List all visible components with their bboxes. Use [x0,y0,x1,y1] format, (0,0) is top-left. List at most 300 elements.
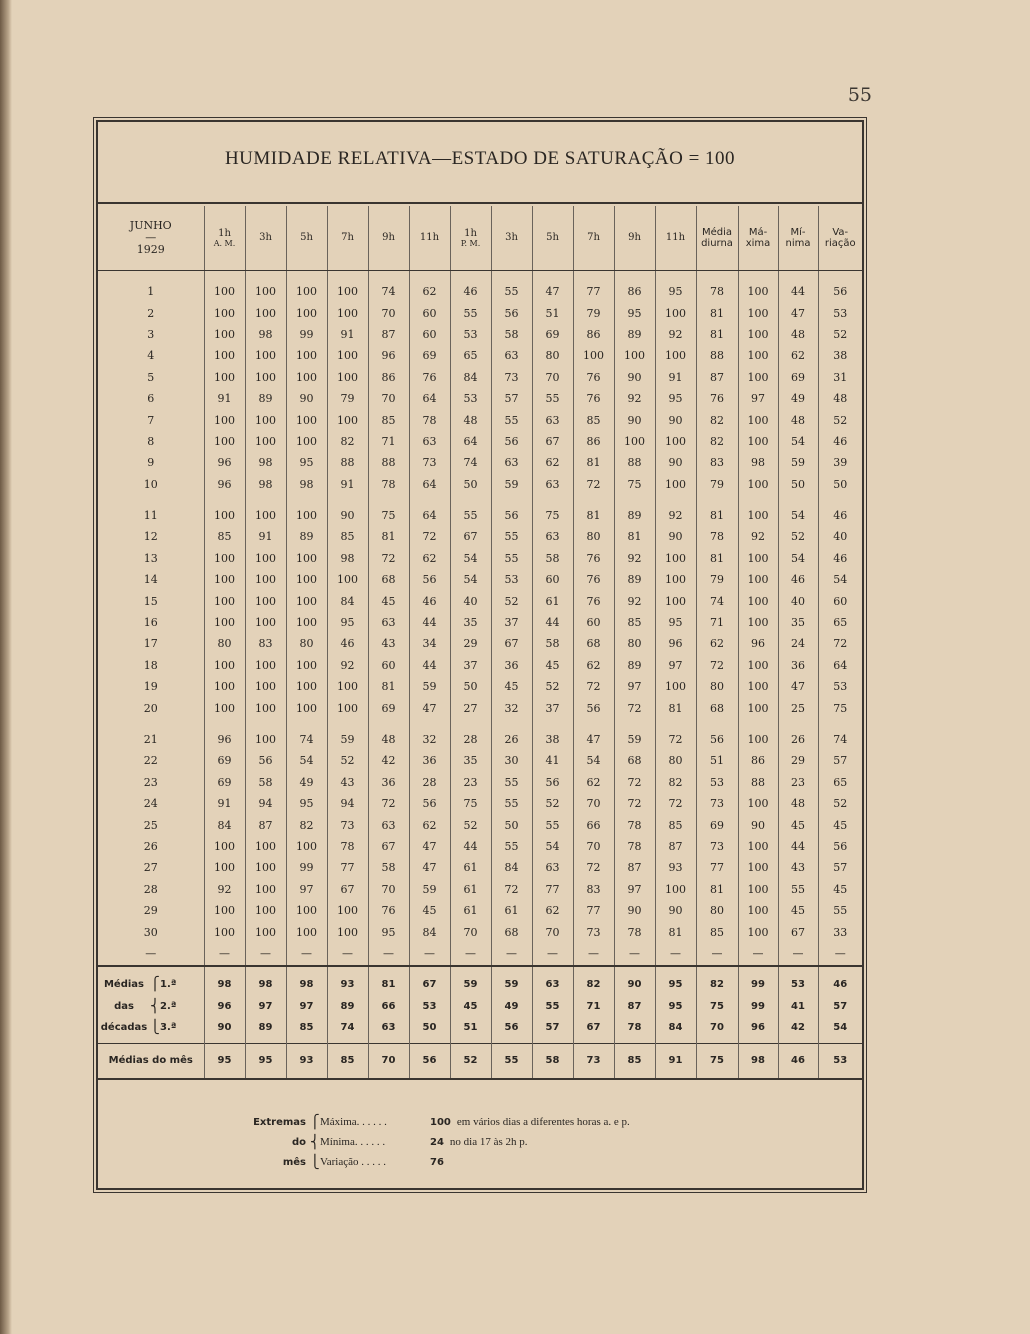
day-row [98,345,862,366]
hour-period: P. M. [460,239,481,249]
day-row [98,505,862,526]
humidity-value: 55 [491,526,532,547]
humidity-value: 34 [409,633,450,654]
humidity-value: 81 [696,548,738,569]
humidity-value: 92 [204,879,245,900]
humidity-value: 50 [491,814,532,835]
month-header [98,206,204,271]
humidity-value: 63 [532,409,573,430]
humidity-value: 74 [696,590,738,611]
humidity-value: 89 [614,505,655,526]
humidity-value: 47 [532,281,573,302]
dash-cell: — [532,943,573,966]
humidity-value: 56 [573,697,614,718]
dash-cell: — [98,943,204,966]
humidity-value: 40 [778,590,818,611]
humidity-value: 100 [327,367,368,388]
humidity-value: 100 [738,879,778,900]
humidity-value: 100 [738,548,778,569]
humidity-value: 81 [696,879,738,900]
humidity-value: 57 [491,388,532,409]
humidity-value: 76 [573,569,614,590]
day-row [98,655,862,676]
stat-label-line2: diurna [701,238,733,249]
humidity-value: 68 [614,750,655,771]
humidity-value: 85 [327,526,368,547]
stat-label-line2: xima [745,238,771,249]
day-number: 6 [147,392,155,406]
decade-mean: 63 [368,1017,409,1044]
humidity-value: 84 [450,367,491,388]
humidity-table [98,206,862,1080]
humidity-value: 100 [327,900,368,921]
humidity-value: 54 [286,750,327,771]
humidity-value: 91 [327,324,368,345]
spacer-cell [286,719,327,729]
humidity-value: 52 [532,793,573,814]
humidity-value: 100 [738,697,778,718]
humidity-value: 46 [778,569,818,590]
humidity-value: 51 [532,302,573,323]
humidity-value: 35 [450,750,491,771]
humidity-value: 72 [696,655,738,676]
spacer-cell [614,271,655,282]
day-number: 23 [143,775,158,789]
decade-mean: 54 [818,1017,862,1044]
humidity-value: 89 [614,324,655,345]
day-row [98,836,862,857]
hour-label: 7h [341,232,354,244]
humidity-value: 62 [409,548,450,569]
hour-label: 9h [628,232,641,244]
day-row [98,921,862,942]
max-text: em vários dias a diferentes horas a. e p. [456,1116,630,1128]
humidity-value: 100 [204,697,245,718]
humidity-value: 69 [532,324,573,345]
humidity-value: 100 [655,548,696,569]
decade-mean: 89 [327,997,368,1017]
humidity-value: 63 [532,857,573,878]
humidity-value: 100 [245,302,286,323]
humidity-value: 100 [286,505,327,526]
humidity-value: 43 [327,772,368,793]
humidity-value: 88 [614,452,655,473]
dash-cell: — [778,943,818,966]
humidity-value: 95 [655,281,696,302]
max-value: 100 [430,1116,451,1128]
humidity-value: 100 [738,590,778,611]
day-row [98,324,862,345]
humidity-value: 54 [573,750,614,771]
humidity-value: 100 [204,302,245,323]
humidity-value: 100 [204,569,245,590]
humidity-value: 86 [573,431,614,452]
humidity-value: 47 [778,676,818,697]
humidity-value: 76 [573,590,614,611]
humidity-value: 46 [818,431,862,452]
day-number: 30 [143,925,158,939]
humidity-value: 96 [738,633,778,654]
humidity-value: 87 [655,836,696,857]
day-number: 26 [143,839,158,853]
humidity-value: 77 [327,857,368,878]
humidity-value: 73 [573,921,614,942]
humidity-value: 63 [368,612,409,633]
humidity-value: 80 [696,676,738,697]
humidity-value: 48 [778,324,818,345]
humidity-value: 74 [286,729,327,750]
day-number: 22 [143,754,158,768]
day-number: 21 [143,733,158,746]
humidity-value: 44 [409,655,450,676]
spacer-cell [450,271,491,282]
dash-cell: — [327,943,368,966]
humidity-value: 81 [696,324,738,345]
day-number: 12 [143,530,158,544]
spacer-cell [738,271,778,282]
brace: ⎩ [150,1020,160,1036]
humidity-value: 69 [778,367,818,388]
month-mean: 85 [327,1043,368,1079]
humidity-value: 72 [573,857,614,878]
humidity-value: 92 [738,526,778,547]
day-row [98,526,862,547]
humidity-value: 48 [778,793,818,814]
humidity-value: 100 [286,676,327,697]
humidity-value: 46 [327,633,368,654]
humidity-value: 55 [491,409,532,430]
day-row [98,548,862,569]
humidity-value: 72 [573,474,614,495]
decade-label [98,1017,204,1044]
humidity-value: 62 [409,281,450,302]
spacer-cell [98,719,204,729]
title-rule [98,202,862,204]
day-number: 10 [143,477,158,491]
humidity-value: 70 [450,921,491,942]
humidity-value: 72 [614,772,655,793]
decade-word: das [114,1001,134,1013]
humidity-value: 100 [327,921,368,942]
month-mean: 55 [491,1043,532,1079]
hour-header [655,206,696,271]
spacer-cell [491,271,532,282]
humidity-value: 61 [450,900,491,921]
humidity-value: 100 [245,505,286,526]
humidity-value: 72 [368,548,409,569]
humidity-value: 75 [818,697,862,718]
month-mean: 93 [286,1043,327,1079]
humidity-value: 100 [204,921,245,942]
humidity-value: 100 [655,302,696,323]
humidity-value: 100 [655,590,696,611]
humidity-value: 76 [573,388,614,409]
humidity-value: 32 [491,697,532,718]
humidity-value: 73 [409,452,450,473]
humidity-value: 63 [409,431,450,452]
day-number: 16 [143,616,158,630]
humidity-value: 85 [696,921,738,942]
humidity-value: 100 [204,548,245,569]
decade-mean: 78 [614,1017,655,1044]
humidity-value: 98 [286,474,327,495]
day-row [98,281,862,302]
humidity-value: 86 [368,367,409,388]
humidity-value: 36 [491,655,532,676]
dash-cell: — [491,943,532,966]
hour-header [532,206,573,271]
day-row [98,793,862,814]
month-mean: 73 [573,1043,614,1079]
stat-header [696,206,738,271]
humidity-value: 81 [573,505,614,526]
humidity-value: 83 [696,452,738,473]
decade-mean: 89 [245,1017,286,1044]
hour-header [327,206,368,271]
humidity-value: 61 [532,590,573,611]
decade-mean: 84 [655,1017,696,1044]
humidity-value: 44 [778,836,818,857]
humidity-value: 56 [409,793,450,814]
humidity-value: 41 [532,750,573,771]
month-mean: 91 [655,1043,696,1079]
humidity-value: 52 [327,750,368,771]
extremes-word: Extremas [253,1116,306,1128]
humidity-value: 44 [450,836,491,857]
spacer-cell [696,271,738,282]
humidity-value: 79 [696,474,738,495]
humidity-value: 67 [368,836,409,857]
stat-label-line1: Má- [748,226,768,238]
day-row [98,612,862,633]
humidity-value: 36 [368,772,409,793]
humidity-value: 55 [450,505,491,526]
humidity-value: 100 [204,409,245,430]
dash-cell: — [245,943,286,966]
humidity-value: 60 [818,590,862,611]
humidity-value: 52 [818,409,862,430]
humidity-value: 50 [450,676,491,697]
humidity-value: 82 [655,772,696,793]
max-label: Máxima. . . . . . [320,1116,387,1128]
decade-label-line [98,1018,204,1038]
humidity-value: 85 [655,814,696,835]
humidity-value: 92 [614,590,655,611]
humidity-value: 31 [818,367,862,388]
humidity-value: 96 [655,633,696,654]
humidity-value: 45 [409,900,450,921]
humidity-value: 98 [245,324,286,345]
humidity-value: 100 [245,655,286,676]
humidity-value: 100 [245,676,286,697]
humidity-value: 55 [532,814,573,835]
hour-label: 3h [505,232,518,244]
humidity-value: 35 [778,612,818,633]
day-row [98,697,862,718]
day-number: 25 [143,818,158,832]
page-number: 55 [847,84,872,106]
humidity-value: 61 [450,879,491,900]
humidity-value: 63 [491,452,532,473]
humidity-value: 100 [738,431,778,452]
table-title: HUMIDADE RELATIVA—ESTADO DE SATURAÇÃO = 100 [224,148,736,169]
month-mean: 46 [778,1043,818,1079]
humidity-value: 56 [696,729,738,750]
humidity-value: 98 [245,452,286,473]
humidity-value: 100 [655,569,696,590]
hour-label: 11h [419,232,440,244]
humidity-value: 46 [409,590,450,611]
humidity-value: 76 [573,367,614,388]
humidity-value: 100 [286,302,327,323]
day-row [98,474,862,495]
humidity-value: 100 [738,900,778,921]
humidity-value: 70 [573,793,614,814]
humidity-value: 100 [286,590,327,611]
humidity-value: 65 [818,772,862,793]
spacer-cell [491,719,532,729]
spacer-cell [450,719,491,729]
humidity-value: 65 [818,612,862,633]
decade-mean: 96 [738,1017,778,1044]
humidity-value: 100 [286,409,327,430]
humidity-value: 45 [818,814,862,835]
decade-mean: 95 [655,966,696,997]
humidity-value: 100 [286,921,327,942]
humidity-value: 89 [614,569,655,590]
humidity-value: 72 [573,676,614,697]
humidity-value: 23 [778,772,818,793]
humidity-value: 100 [327,345,368,366]
humidity-value: 94 [245,793,286,814]
humidity-value: 80 [573,526,614,547]
humidity-value: 47 [409,697,450,718]
humidity-value: 23 [450,772,491,793]
decade-mean: 98 [245,966,286,997]
decade-ordinal: 3.ª [160,1022,177,1034]
humidity-value: 97 [738,388,778,409]
decade-mean: 99 [738,966,778,997]
humidity-value: 58 [245,772,286,793]
humidity-value: 74 [450,452,491,473]
humidity-value: 44 [409,612,450,633]
humidity-value: 59 [409,879,450,900]
decade-mean: 95 [655,997,696,1017]
humidity-value: 74 [818,729,862,750]
humidity-value: 86 [738,750,778,771]
decade-mean: 46 [818,966,862,997]
year-label: 1929 [136,243,165,257]
humidity-value: 100 [327,409,368,430]
humidity-value: 61 [450,857,491,878]
humidity-value: 100 [204,655,245,676]
humidity-value: 92 [655,324,696,345]
day-number: 17 [143,637,158,651]
humidity-value: 74 [368,281,409,302]
table-body [98,271,862,1079]
humidity-value: 59 [614,729,655,750]
brace: ⎩ [310,1154,320,1170]
humidity-value: 87 [696,367,738,388]
humidity-value: 24 [778,633,818,654]
humidity-value: 98 [245,474,286,495]
humidity-value: 80 [532,345,573,366]
humidity-value: 90 [655,526,696,547]
humidity-value: 73 [696,793,738,814]
humidity-value: 84 [409,921,450,942]
humidity-value: 81 [655,921,696,942]
humidity-value: 37 [450,655,491,676]
humidity-value: 81 [368,526,409,547]
humidity-value: 46 [450,281,491,302]
hour-label: 11h [665,232,686,244]
day-row [98,388,862,409]
spacer-cell [778,271,818,282]
extreme-var-row [98,1152,862,1172]
humidity-value: 27 [450,697,491,718]
humidity-value: 43 [368,633,409,654]
hour-header [368,206,409,271]
humidity-value: 45 [491,676,532,697]
decade-mean: 70 [696,1017,738,1044]
humidity-value: 100 [655,676,696,697]
day-row [98,879,862,900]
decade-mean: 93 [327,966,368,997]
brace: ⎨ [310,1134,320,1150]
day-row [98,452,862,473]
humidity-value: 84 [204,814,245,835]
humidity-value: 48 [778,409,818,430]
spacer-cell [368,495,409,505]
spacer-cell [204,719,245,729]
humidity-value: 67 [778,921,818,942]
humidity-value: 63 [532,526,573,547]
month-mean: 95 [245,1043,286,1079]
humidity-value: 100 [327,569,368,590]
month-mean: 98 [738,1043,778,1079]
humidity-value: 26 [778,729,818,750]
spacer-cell [818,495,862,505]
humidity-value: 83 [573,879,614,900]
stat-header [738,206,778,271]
humidity-value: 100 [738,676,778,697]
humidity-value: 80 [286,633,327,654]
humidity-value: 91 [327,474,368,495]
dash-cell: — [368,943,409,966]
decade-mean: 53 [778,966,818,997]
humidity-value: 87 [614,857,655,878]
humidity-value: 82 [327,431,368,452]
humidity-value: 82 [696,409,738,430]
day-number: 11 [143,509,158,523]
humidity-value: 100 [655,474,696,495]
spacer-cell [614,719,655,729]
decade-mean: 59 [491,966,532,997]
day-number: 7 [147,413,155,427]
humidity-value: 52 [532,676,573,697]
humidity-value: 56 [409,569,450,590]
humidity-value: 72 [655,793,696,814]
humidity-value: 100 [245,879,286,900]
humidity-value: 93 [655,857,696,878]
hour-header [204,206,245,271]
humidity-value: 98 [327,548,368,569]
humidity-value: 47 [409,857,450,878]
humidity-value: 54 [778,548,818,569]
humidity-value: 80 [614,633,655,654]
day-row [98,814,862,835]
humidity-value: 100 [738,612,778,633]
